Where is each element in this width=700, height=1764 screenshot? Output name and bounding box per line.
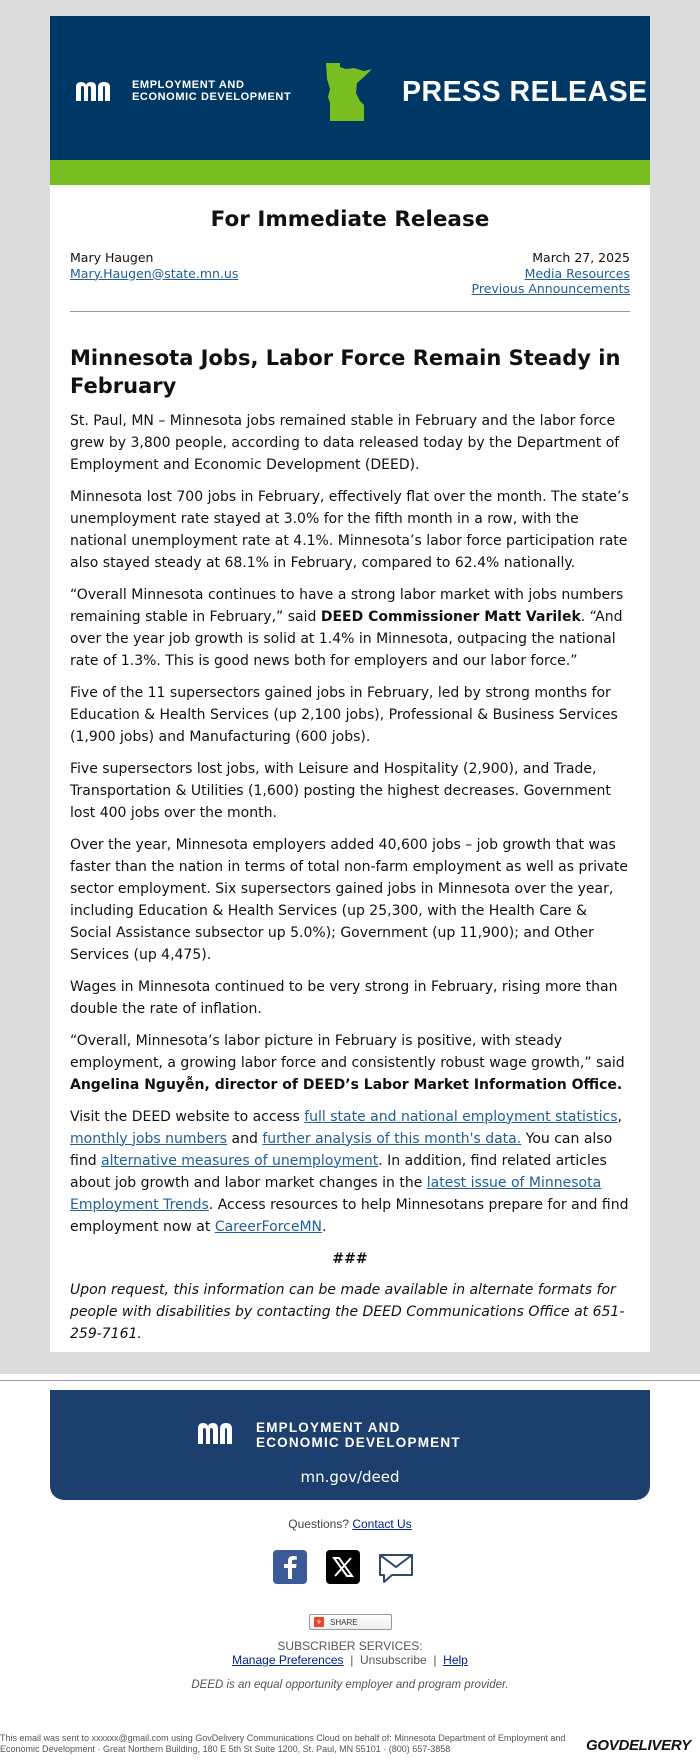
p3-text-a: “Overall Minnesota continues to have a strong labor market with jobs numbers remaining stable in February,” said xyxy=(70,586,624,625)
social-links xyxy=(272,1549,414,1585)
divider xyxy=(70,311,630,312)
end-mark: ### xyxy=(332,1250,368,1267)
separator: | xyxy=(350,1653,354,1667)
p9-text-a: Visit the DEED website to access xyxy=(70,1108,305,1125)
contact-meta xyxy=(70,250,630,297)
subscriber-services xyxy=(0,1639,700,1667)
paragraph-6: Over the year, Minnesota employers added 40,600 jobs – job growth that was faster than the nation in terms of total non-farm employment as well as private sector employment. Six supersectors gained jobs in Minnesota over the year, including Education & Health Services (up 25,300, with the Health Care & Social Assistance subsector up 5.0%); Government (up 11,900); and Other Services (up 4,475). xyxy=(70,836,628,963)
analysis-link[interactable]: further analysis of this month's data. xyxy=(262,1130,522,1147)
share-label: SHARE xyxy=(330,1617,358,1627)
footer-url[interactable]: mn.gov/deed xyxy=(300,1468,400,1486)
govdelivery-logo[interactable]: GOVDELIVERY xyxy=(586,1737,691,1754)
previous-announcements-link[interactable]: Previous Announcements xyxy=(471,281,630,296)
help-link[interactable]: Help xyxy=(443,1653,468,1667)
p8-text-a: “Overall, Minnesota’s labor picture in February is positive, with steady employment, a growing labor force and consistently robust wage growth,” said xyxy=(70,1032,625,1071)
accessibility-note: Upon request, this information can be made available in alternate formats for people with disabilities by contacting the DEED Communications Office at 651-259-7161. xyxy=(70,1281,625,1342)
p9-text-g: . xyxy=(322,1218,327,1235)
careerforce-link[interactable]: CareerForceMN xyxy=(214,1218,323,1235)
alt-measures-link[interactable]: alternative measures of unemployment xyxy=(101,1152,379,1169)
questions-label: Questions? xyxy=(288,1517,349,1531)
eeo-statement: DEED is an equal opportunity employer and program provider. xyxy=(191,1679,509,1691)
p9-text-e: . In addition, find related articles about job growth and labor market changes in the xyxy=(70,1152,607,1191)
paragraph-1: St. Paul, MN – Minnesota jobs remained stable in February and the labor force grew by 3,800 people, according to data released today by the Department of Employment and Economic Development (DEED). xyxy=(70,412,620,473)
paragraph-8 xyxy=(70,1030,630,1096)
press-release-title: PRESS RELEASE xyxy=(402,76,648,108)
header-org-name xyxy=(132,80,291,103)
release-heading: For Immediate Release xyxy=(210,207,490,232)
paragraph-7: Wages in Minnesota continued to be very strong in February, rising more than double the rate of inflation. xyxy=(70,978,618,1017)
contact-block xyxy=(70,250,238,297)
mn-logo-icon xyxy=(74,79,124,103)
plus-icon: + xyxy=(314,1617,324,1627)
p3-text-b: . “And over the year job growth is solid at 1.4% in Minnesota, outpacing the national rate of 1.3%. This is good news both for employers and our labor force.” xyxy=(70,608,623,669)
questions-line xyxy=(0,1517,700,1531)
paragraph-3 xyxy=(70,584,630,672)
x-icon[interactable] xyxy=(325,1549,361,1585)
header-org-line2: ECONOMIC DEVELOPMENT xyxy=(132,90,292,103)
separator: | xyxy=(433,1653,437,1667)
stats-link[interactable]: full state and national employment statistics xyxy=(304,1108,618,1125)
footer-org-line1: EMPLOYMENT AND xyxy=(256,1420,401,1435)
email-icon[interactable] xyxy=(378,1549,414,1585)
paragraph-2: Minnesota lost 700 jobs in February, effectively flat over the month. The state’s unemployment rate stayed at 3.0% for the fifth month in a row, with the national unemployment rate at 4.1%. Minnesota’s labor force participation rate also stayed steady at 68.1% in February, compared to 62.4% nationally. xyxy=(70,488,629,571)
unsubscribe-link[interactable]: Unsubscribe xyxy=(360,1653,427,1667)
release-date: March 27, 2025 xyxy=(532,250,630,265)
footer-org-line2: ECONOMIC DEVELOPMENT xyxy=(256,1435,461,1450)
sent-note: This email was sent to xxxxxx@gmail.com using GovDelivery Communications Cloud on behalf of: Minnesota Department of Employment and Economic Development · Great Northern Building, 180 E 5th St Suite 1200, St. Paul, MN 55101 · (800) 657-3858 xyxy=(0,1733,566,1754)
footer-org-name xyxy=(256,1420,461,1450)
jobs-numbers-link[interactable]: monthly jobs numbers xyxy=(70,1130,228,1147)
share-button[interactable] xyxy=(309,1614,392,1630)
footer-divider xyxy=(0,1380,700,1381)
footer-mn-logo-icon xyxy=(196,1420,246,1446)
email-card xyxy=(50,16,650,1352)
manage-preferences-link[interactable]: Manage Preferences xyxy=(232,1653,344,1667)
subscriber-services-label: SUBSCRIBER SERVICES: xyxy=(277,1639,423,1653)
header-org-line1: EMPLOYMENT AND xyxy=(132,79,245,91)
contact-name: Mary Haugen xyxy=(70,250,154,265)
minnesota-state-icon xyxy=(324,63,374,121)
facebook-icon[interactable] xyxy=(272,1549,308,1585)
commissioner-name: DEED Commissioner Matt Varilek xyxy=(320,608,581,625)
employment-trends-link[interactable]: latest issue of Minnesota Employment Trends xyxy=(70,1174,602,1213)
footer-banner xyxy=(50,1390,650,1500)
contact-us-link[interactable]: Contact Us xyxy=(352,1517,412,1531)
contact-email-link[interactable]: Mary.Haugen@state.mn.us xyxy=(70,265,239,281)
director-name: Angelina Nguyễn, director of DEED’s Labor Market Information Office. xyxy=(70,1076,623,1093)
p9-text-b: , xyxy=(617,1108,622,1125)
media-resources-link[interactable]: Media Resources xyxy=(524,265,630,281)
paragraph-4: Five of the 11 supersectors gained jobs in February, led by strong months for Education & Health Services (up 2,100 jobs), Professional & Business Services (1,900 jobs) and Manufacturing (600 jobs). xyxy=(70,684,618,745)
article-title: Minnesota Jobs, Labor Force Remain Steady in February xyxy=(70,345,621,398)
p9-text-f: . Access resources to help Minnesotans prepare for and find employment now at xyxy=(70,1196,629,1235)
p9-text-c: and xyxy=(227,1130,263,1147)
article-body xyxy=(50,185,650,1345)
paragraph-9 xyxy=(70,1106,630,1238)
p9-text-d: You can also find xyxy=(70,1130,613,1169)
header-green-bar xyxy=(50,160,650,185)
paragraph-5: Five supersectors lost jobs, with Leisure and Hospitality (2,900), and Trade, Transportation & Utilities (1,600) posting the highest decreases. Government lost 400 jobs over the month. xyxy=(70,760,611,821)
date-links-block xyxy=(472,250,630,297)
header-banner xyxy=(50,16,650,160)
